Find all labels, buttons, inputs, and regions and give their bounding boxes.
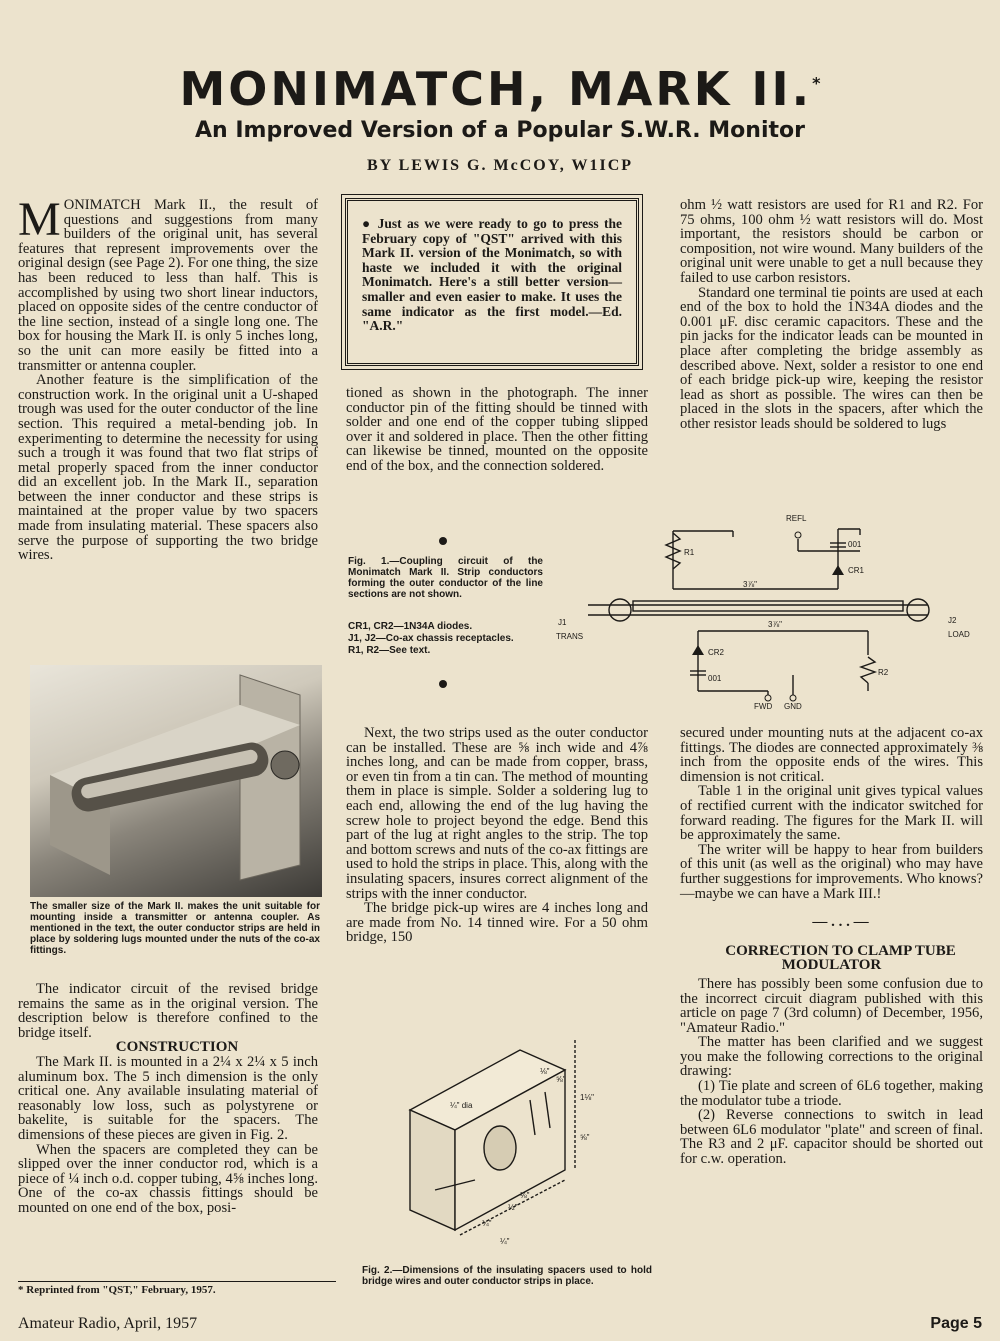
label-r1: R1 xyxy=(684,548,695,557)
correction-heading: CORRECTION TO CLAMP TUBE MODULATOR xyxy=(725,942,956,974)
col1-paragraph-4: The Mark II. is mounted in a 2¼ x 2¼ x 5 inch aluminum box. The 5 inch dimension is the only critical one. Any available insulating material of reasonably low loss, such as polystyrene or bakelite, is suitable for the spacers. The dimensions of these pieces are given in Fig. 2. xyxy=(18,1053,318,1143)
col1-paragraph-1: MONIMATCH Mark II., the result of questions and suggestions from many builders of the original unit, has several features that represent improvements over the original design (see Page 2). For one thing, the size has been reduced to less than half. This is accomplished by using two short linear inductors, placed on opposite sides of the centre conductor of the line section, instead of a single long one. The box for housing the Mark II. is only 5 inches long, so the unit can more easily be fitted into a transmitter or antenna coupler. xyxy=(18,193,318,374)
col1-paragraph-5: When the spacers are completed they can be slipped over the inner conductor rod, which is a piece of ¼ inch o.d. copper tubing, 4⅝ inches long. One of the co-ax chassis fittings should be mounted on one end of the box, posi- xyxy=(18,1141,318,1216)
label-r2: R2 xyxy=(878,668,889,677)
label-j1: J1 xyxy=(558,618,567,627)
col1-paragraph-2: Another feature is the simplification of the construction work. In the original unit a U-shaped trough was used for the outer conductor of the line section. This required a metal-bending job. In experimenting to determine the necessity for using such a trough it was found that two flat strips of metal properly spaced from the inner conductor did an excellent job. In the Mark II., separation between the inner conductor and these strips is maintained at the proper value by two spacers made from insulating material. These spacers also serve the purpose of supporting the two bridge wires. xyxy=(18,372,318,564)
footer-publication: Amateur Radio, April, 1957 xyxy=(18,1315,198,1332)
footnote: * Reprinted from "QST," February, 1957. xyxy=(18,1284,216,1296)
fig2-spacer-drawing xyxy=(370,1030,620,1260)
footnote-rule xyxy=(18,1281,336,1282)
bridge-photo-illustration xyxy=(30,665,322,897)
label-refl: REFL xyxy=(786,514,807,523)
column-1-lower xyxy=(18,982,318,1216)
bullet-dot xyxy=(439,680,447,688)
byline: BY LEWIS G. McCOY, W1ICP xyxy=(366,157,634,174)
article-title: MONIMATCH, MARK II.* xyxy=(179,62,821,116)
column-3-bottom xyxy=(680,726,983,1167)
correction-paragraph-1: There has possibly been some confusion due to the incorrect circuit diagram published with this article on page 7 (3rd column) of December, 1956, "Amateur Radio." xyxy=(680,975,983,1036)
col3-paragraph-5: The writer will be happy to hear from builders of this unit (as well as the original) who may have further suggestions for improvements. Who knows?—maybe we can have a Mark III.! xyxy=(680,841,983,902)
drop-cap: M xyxy=(18,193,61,246)
col3-paragraph-1: ohm ½ watt resistors are used for R1 and R2. For 75 ohms, 100 ohm ½ watt resistors will do. Most important, the resistors should be carbon or composition, not wire wound. Many builders of the original unit were unable to get a null because they failed to use carbon resistors. xyxy=(680,197,983,286)
fig1-schematic xyxy=(548,505,988,710)
article-subtitle: An Improved Version of a Popular S.W.R. Monitor xyxy=(195,118,805,143)
editor-note-box xyxy=(345,198,639,366)
label-j2: J2 xyxy=(948,616,957,625)
col2-paragraph-1: tioned as shown in the photograph. The inner conductor pin of the fitting should be tinned with solder and one end of the copper tubing slipped over it and soldered in place. Then the other fitting can likewise be tinned, mounted on the opposite end of the box, and the connection soldered. xyxy=(346,385,648,474)
photo-caption: The smaller size of the Mark II. makes the unit suitable for mounting inside a transmitter or antenna coupler. As mentioned in the text, the outer conductor strips are held in place by soldering lugs mounted under the nuts of the co-ax fittings. xyxy=(30,901,320,956)
fig1-parts-list xyxy=(348,621,543,657)
fig2-label-d5: ½" xyxy=(508,1203,518,1212)
correction-paragraph-4: (2) Reverse connections to switch in lead between 6L6 modulator "plate" and screen of final. The R3 and 2 μF. capacitor should be shorted out for c.w. operation. xyxy=(680,1107,983,1168)
label-dim-bottom: 3⅞" xyxy=(768,620,782,629)
fig2-label-d1: 1⅛" xyxy=(580,1093,594,1102)
fig1-part-2: J1, J2—Co-ax chassis receptacles. xyxy=(348,633,514,644)
fig1-caption: Fig. 1.—Coupling circuit of the Monimatch Mark II. Strip conductors forming the outer conductor of the line sections are not shown. xyxy=(348,556,543,600)
fig2-label-d6: ⅛" xyxy=(520,1191,530,1200)
section-separator: — . . . — xyxy=(812,914,869,931)
fig1-part-1: CR1, CR2—1N34A diodes. xyxy=(348,621,473,632)
fig2-caption: Fig. 2.—Dimensions of the insulating spacers used to hold bridge wires and outer conductor strips in place. xyxy=(362,1265,652,1287)
fig2-label-d7: ¼" xyxy=(482,1219,492,1228)
label-trans: TRANS xyxy=(556,632,584,641)
column-2-bottom xyxy=(346,726,648,945)
label-load: LOAD xyxy=(948,630,970,639)
col3-paragraph-3: secured under mounting nuts at the adjacent co-ax fittings. The diodes are connected approximately ⅜ inch from the opposite ends of the wires. This dimension is not critical. xyxy=(680,725,983,785)
fig2-label-d2: ⅝" xyxy=(556,1075,566,1084)
correction-paragraph-2: The matter has been clarified and we suggest you make the following corrections to the original drawing: xyxy=(680,1034,983,1080)
label-cr1: CR1 xyxy=(848,566,865,575)
col3-paragraph-2: Standard one terminal tie points are used at each end of the box to hold the 1N34A diodes and the 0.001 μF. disc ceramic capacitors. These and the pin jacks for the indicator leads can be mounted in place after completing the bridge assembly as described above. Next, solder a resistor to one end of each bridge pick-up wire, keeping the resistor lead as short as possible. The wires can then be placed in the slots in the spacers, after which the other resistor leads should be soldered to lugs xyxy=(680,284,983,432)
correction-paragraph-3: (1) Tie plate and screen of 6L6 together, making the modulator tube a triode. xyxy=(680,1078,983,1109)
label-c001-top: 001 xyxy=(848,540,862,549)
column-2-top xyxy=(346,386,648,474)
label-c001-bottom: 001 xyxy=(708,674,722,683)
col3-paragraph-4: Table 1 in the original unit gives typical values of rectified current with the indicator switched for forward reading. The figures for the Mark II. will be approximately the same. xyxy=(680,783,983,844)
col1-paragraph-3: The indicator circuit of the revised bridge remains the same as in the original version. The description below is therefore confined to the bridge itself. xyxy=(18,981,318,1041)
bullet-dot xyxy=(439,537,447,545)
fig2-label-d8: ¼" xyxy=(500,1237,510,1246)
fig2-label-d4: ⅛" xyxy=(540,1067,550,1076)
label-cr2: CR2 xyxy=(708,648,725,657)
label-dim-top: 3⅞" xyxy=(743,580,757,589)
label-fwd: FWD xyxy=(754,702,773,710)
fig1-part-3: R1, R2—See text. xyxy=(348,645,431,656)
construction-heading: CONSTRUCTION xyxy=(115,1039,239,1056)
column-1 xyxy=(18,193,318,564)
footer-page-number: Page 5 xyxy=(930,1315,982,1332)
fig2-label-d3: ⅝" xyxy=(580,1133,590,1142)
col2-paragraph-2: Next, the two strips used as the outer conductor can be installed. These are ⅝ inch wide and 4⅞ inches long, and can be made from copper, brass, or even tin from a tin can. The method of mounting them in place is simple. Solder a soldering lug to each end, allowing the end of the lug having the screw hole to project beyond the edge. Bend this part of the lug at right angles to the strip. The top and bottom screws and nuts of the co-ax fittings are used to hold the strips in place. This, along with the insulating spacers, insures correct alignment of the strips with the inner conductor. xyxy=(346,725,648,902)
label-gnd: GND xyxy=(784,702,802,710)
column-3-top xyxy=(680,198,983,432)
fig2-label-dia: ¼" dia xyxy=(450,1101,473,1110)
col2-paragraph-3: The bridge pick-up wires are 4 inches long and are made from No. 14 tinned wire. For a 50 ohm bridge, 150 xyxy=(346,900,648,946)
bridge-photo xyxy=(30,665,322,897)
editor-note: ● Just as we were ready to go to press the February copy of "QST" arrived with this Mark II. version of the Monimatch, so with haste we included it with the original Monimatch. Here's a still better version—smaller and even easier to make. It uses the same indicator as the first model.—Ed. "A.R." xyxy=(362,216,622,334)
